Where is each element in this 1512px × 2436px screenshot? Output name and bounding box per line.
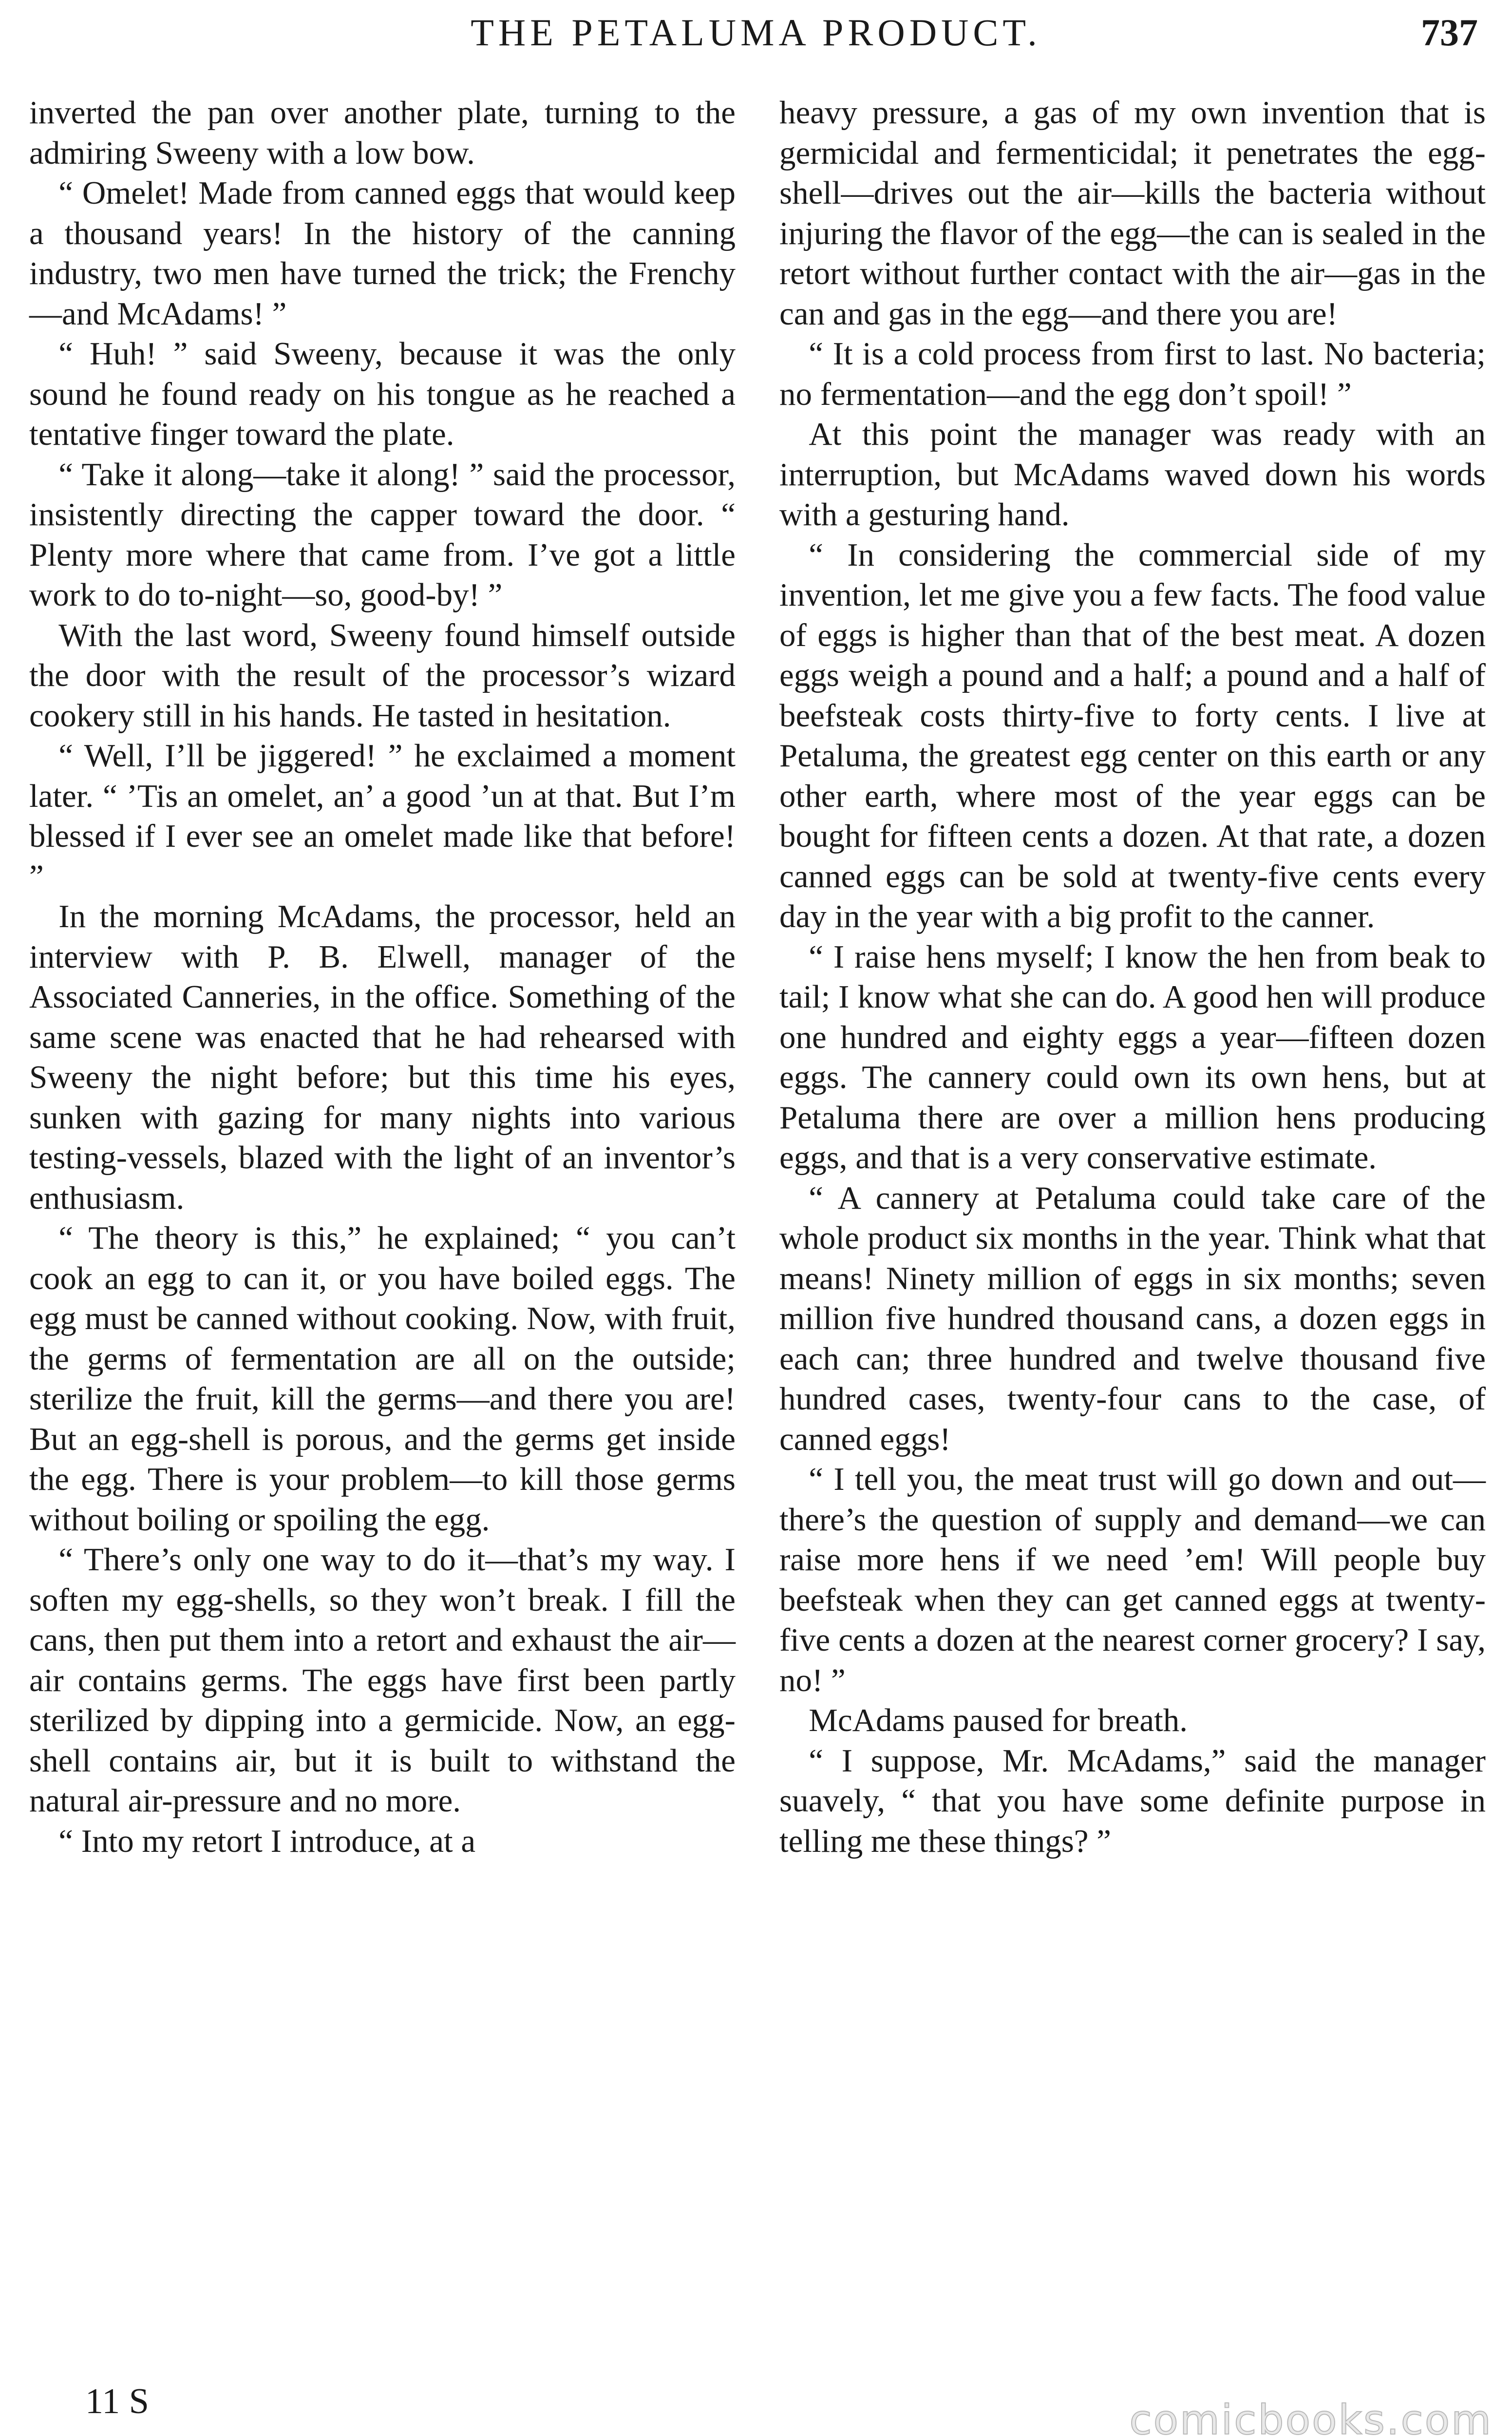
paragraph: “ I suppose, Mr. McAdams,” said the manager suavely, “ that you have some definite purpose in telling me these things? ” (779, 1742, 1486, 1859)
paragraph: “ The theory is this,” he explained; “ you can’t cook an egg to can it, or you have boiled eggs. The egg must be canned without cooking. Now, with fruit, the germs of fermentation are all on the outside; sterilize the fruit, kill the germs—and there you are! But an egg-shell is porous, and the germs get inside the egg. There is your problem—to kill those germs without boiling or spoiling the egg. (29, 1220, 736, 1538)
paragraph: inverted the pan over another plate, turning to the admiring Sweeny with a low bow. (29, 95, 736, 171)
paragraph: “ Take it along—take it along! ” said the processor, insistently directing the capper toward the door. “ Plenty more where that came from. I’ve got a little work to do to-night—so, good-by! ” (29, 456, 736, 613)
paragraph: “ A cannery at Petaluma could take care of the whole product six months in the year. Think what that means! Ninety million of eggs in six months; seven million five hundred thousand cans, a dozen eggs in each can; three hundred and twelve thousand five hundred cases, twenty-four cans to the case, of canned eggs! (779, 1180, 1486, 1457)
running-title: THE PETALUMA PRODUCT. (471, 11, 1041, 54)
paragraph: “ There’s only one way to do it—that’s my way. I soften my egg-shells, so they won’t break. I fill the cans, then put them into a retort and exhaust the air—air contains germs. The eggs have first been partly sterilized by dipping into a germicide. Now, an egg-shell contains air, but it is built to withstand the natural air-pressure and no more. (29, 1542, 736, 1819)
paragraph: “ Well, I’ll be jiggered! ” he exclaimed a moment later. “ ’Tis an omelet, an’ a good ’un at that. But I’m blessed if I ever see an omelet made like that before! ” (29, 738, 736, 894)
left-column (29, 93, 736, 1861)
paragraph: “ It is a cold process from first to last. No bacteria; no fermentation—and the egg don’t spoil! ” (779, 336, 1486, 412)
paragraph: “ Huh! ” said Sweeny, because it was the only sound he found ready on his tongue as he reached a tentative finger toward the plate. (29, 336, 736, 452)
page-number: 737 (1421, 11, 1478, 54)
paragraph: “ Into my retort I introduce, at a (58, 1823, 476, 1859)
paragraph: “ Omelet! Made from canned eggs that would keep a thousand years! In the history of the canning industry, two men have turned the trick; the Frenchy —and McAdams! ” (29, 175, 736, 332)
paragraph: McAdams paused for breath. (809, 1702, 1188, 1738)
right-column (779, 93, 1486, 1861)
paragraph: At this point the manager was ready with an interruption, but McAdams waved down his words with a gesturing hand. (779, 416, 1486, 533)
paragraph: “ I raise hens myself; I know the hen from beak to tail; I know what she can do. A good hen will produce one hundred and eighty eggs a year—fifteen dozen eggs. The cannery could own its own hens, but at Petaluma there are over a million hens producing eggs, and that is a very conservative estimate. (779, 938, 1486, 1176)
page-header (0, 10, 1512, 83)
paragraph: In the morning McAdams, the processor, held an interview with P. B. Elwell, manager of the Associated Canneries, in the office. Something of the same scene was enacted that he had rehearsed with Sweeny the night before; but this time his eyes, sunken with gazing for many nights into various testing-vessels, blazed with the light of an inventor’s enthusiasm. (29, 898, 736, 1216)
signature-mark: 11 S (85, 2381, 149, 2421)
paragraph: “ I tell you, the meat trust will go down and out—there’s the question of supply and demand—we can raise more hens if we need ’em! Will people buy beefsteak when they can get canned eggs at twenty-five cents a dozen at the nearest corner grocery? I say, no! ” (779, 1461, 1486, 1698)
paragraph: heavy pressure, a gas of my own invention that is germicidal and fermenticidal; it penetrates the egg-shell—drives out the air—kills the bacteria without injuring the flavor of the egg—the can is sealed in the retort without further contact with the air—gas in the can and gas in the egg—and there you are! (779, 95, 1486, 332)
paragraph: “ In considering the commercial side of my invention, let me give you a few facts. The food value of eggs is higher than that of the best meat. A dozen eggs weigh a pound and a half; a pound and a half of beefsteak costs thirty-five to forty cents. I live at Petaluma, the greatest egg center on this earth or any other earth, where most of the year eggs can be bought for fifteen cents a dozen. At that rate, a dozen canned eggs can be sold at twenty-five cents every day in the year with a big profit to the canner. (779, 536, 1486, 934)
paragraph: With the last word, Sweeny found himself outside the door with the result of the processor’s wizard cookery still in his hands. He tasted in hesitation. (29, 617, 736, 734)
watermark: comicbooks.com (1129, 2396, 1493, 2436)
